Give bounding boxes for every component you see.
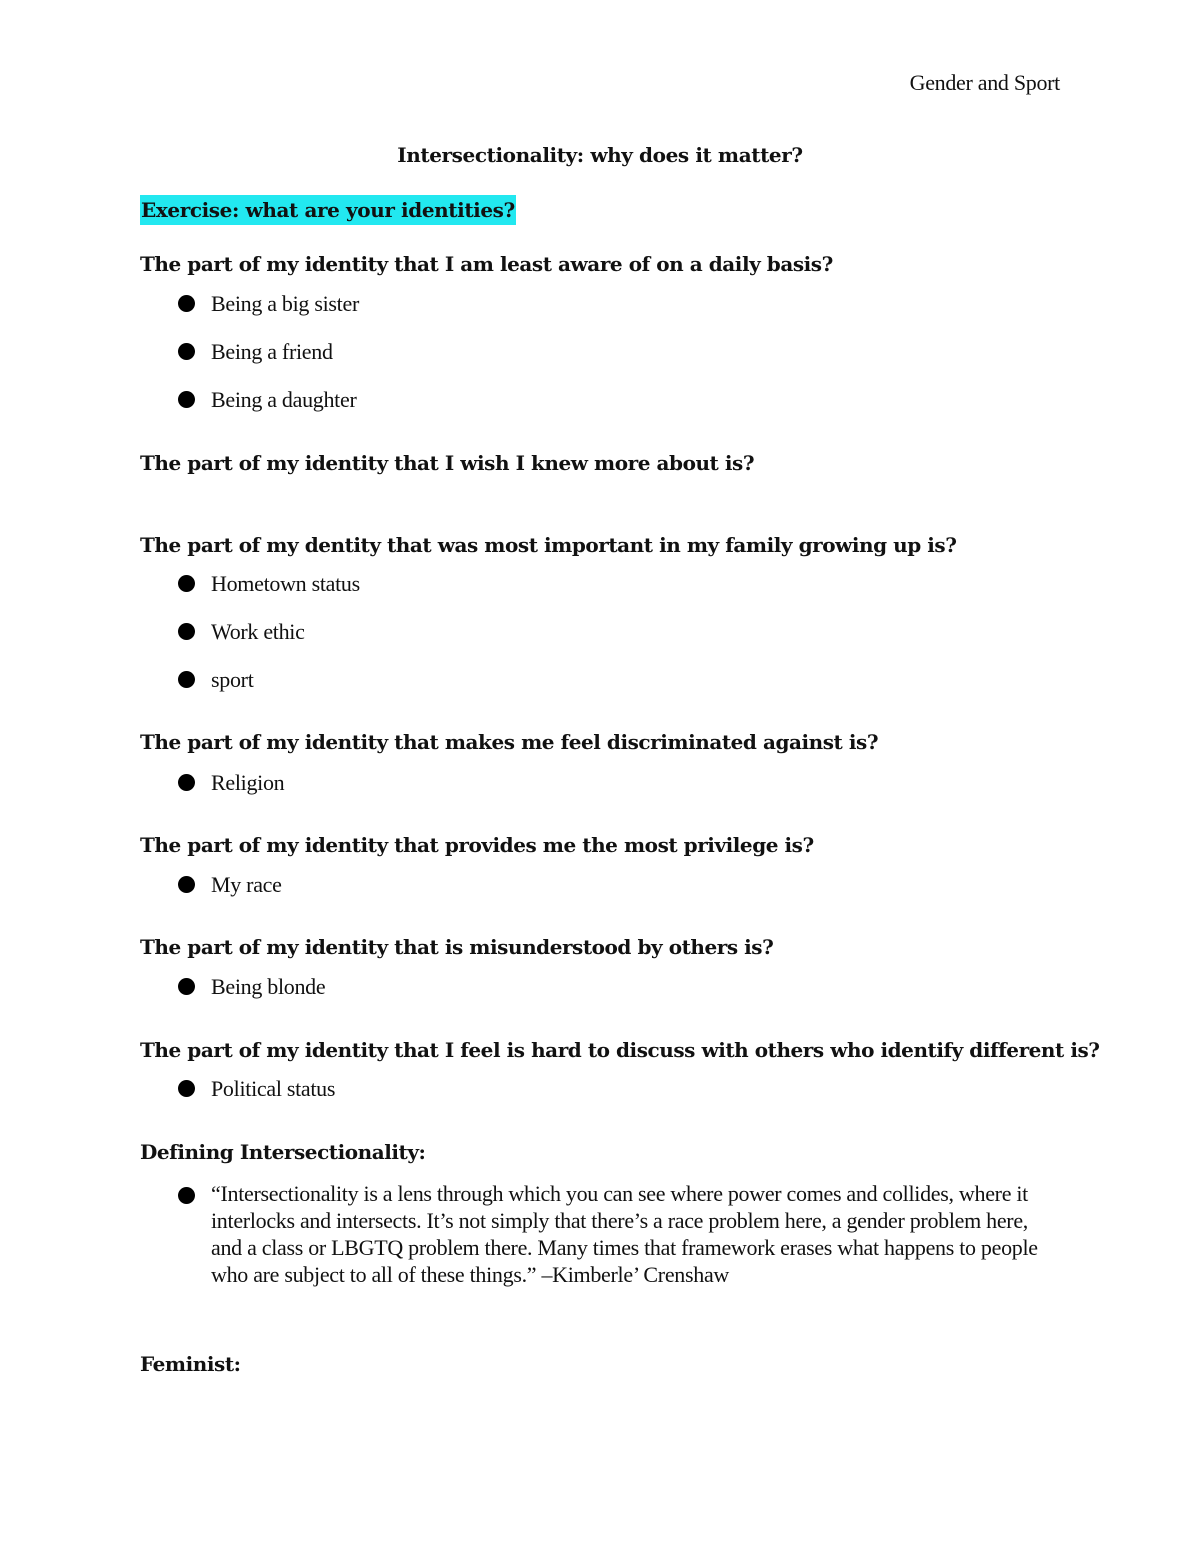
answer-text: My race	[211, 872, 282, 897]
course-header: Gender and Sport	[909, 70, 1060, 95]
bullet-icon	[178, 623, 195, 640]
crenshaw-quote	[178, 1180, 1058, 1288]
list-item	[178, 872, 282, 898]
list-item	[178, 1076, 335, 1102]
list-item	[178, 974, 325, 1000]
answer-text: Religion	[211, 770, 285, 795]
bullet-icon	[178, 978, 195, 995]
feminist-heading: Feminist:	[140, 1352, 241, 1376]
bullet-icon	[178, 295, 195, 312]
exercise-heading: Exercise: what are your identities?	[140, 195, 516, 225]
bullet-icon	[178, 876, 195, 893]
question-discriminated: The part of my identity that makes me feel discriminated against is?	[140, 730, 879, 754]
bullet-icon	[178, 343, 195, 360]
bullet-icon	[178, 575, 195, 592]
question-misunderstood: The part of my identity that is misunderstood by others is?	[140, 935, 774, 959]
bullet-icon	[178, 1080, 195, 1097]
answer-text: Being a daughter	[211, 387, 357, 412]
answer-text: Being a big sister	[211, 291, 359, 316]
list-item	[178, 291, 359, 317]
question-least-aware: The part of my identity that I am least aware of on a daily basis?	[140, 252, 833, 276]
answer-text: Hometown status	[211, 571, 360, 596]
bullet-icon	[178, 774, 195, 791]
bullet-icon	[178, 671, 195, 688]
answer-text: Political status	[211, 1076, 336, 1101]
list-item	[178, 770, 284, 796]
list-item	[178, 387, 356, 413]
quote-text: “Intersectionality is a lens through which you can see where power comes and collides, where it interlocks and intersects. It’s not simply that there’s a race problem here, a gender problem here, and a class or LBGTQ problem there. Many times that framework erases what happens to people who are subject to all of these things.” –Kimberle’ Crenshaw	[211, 1181, 1038, 1287]
list-item	[178, 571, 360, 597]
list-item	[178, 339, 333, 365]
list-item	[178, 667, 254, 693]
answer-text: Being a friend	[211, 339, 333, 364]
bullet-icon	[178, 1187, 195, 1204]
defining-heading: Defining Intersectionality:	[140, 1140, 426, 1164]
bullet-icon	[178, 391, 195, 408]
question-hard-to-discuss: The part of my identity that I feel is hard to discuss with others who identify different is?	[140, 1038, 1100, 1062]
question-privilege: The part of my identity that provides me the most privilege is?	[140, 833, 814, 857]
question-family-importance: The part of my dentity that was most important in my family growing up is?	[140, 533, 957, 557]
answer-text: Being blonde	[211, 974, 326, 999]
document-title: Intersectionality: why does it matter?	[397, 143, 803, 167]
list-item	[178, 619, 305, 645]
answer-text: Work ethic	[211, 619, 305, 644]
answer-text: sport	[211, 667, 254, 692]
question-wish-knew-more: The part of my identity that I wish I knew more about is?	[140, 451, 755, 475]
